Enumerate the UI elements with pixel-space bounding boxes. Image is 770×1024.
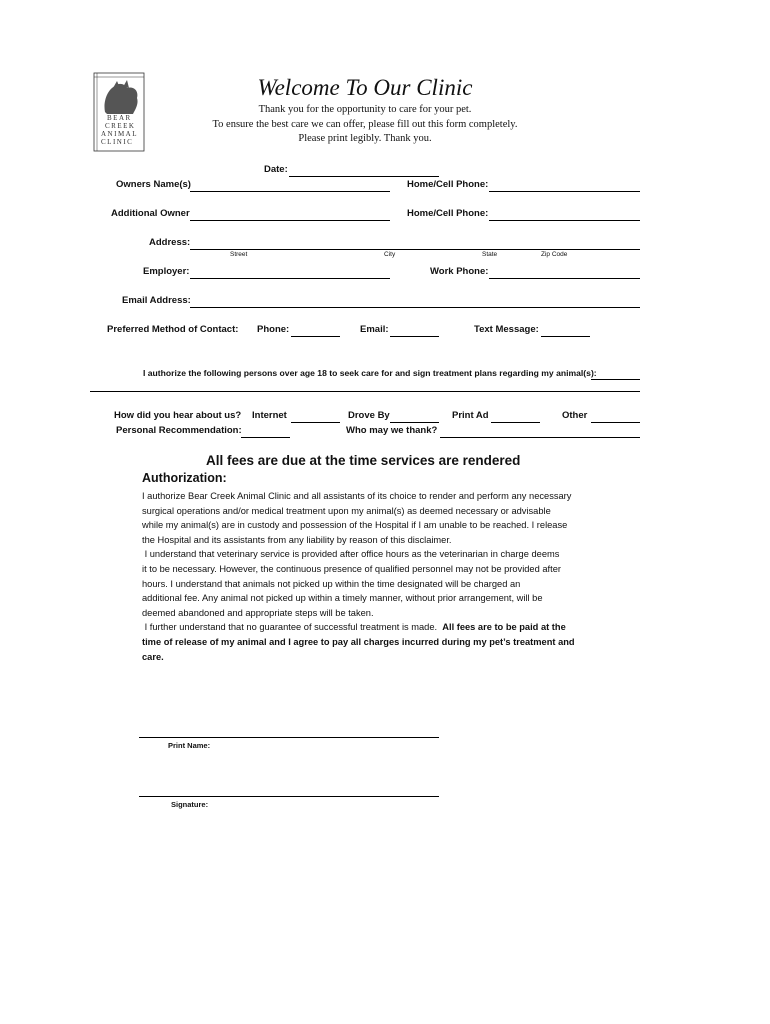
auth-line-3: while my animal(s) are in custody and possession of the Hospital if I am unable to be reached. I release	[142, 520, 568, 531]
print-ad-label: Print Ad	[452, 410, 489, 421]
employer-label: Employer:	[143, 266, 190, 277]
who-thank-field[interactable]	[440, 425, 640, 438]
authorization-body	[142, 489, 612, 664]
owners-name-label: Owners Name(s)	[116, 179, 191, 190]
contact-email-label: Email:	[360, 324, 389, 335]
auth-line-12: care.	[142, 651, 164, 662]
work-phone-label: Work Phone:	[430, 266, 489, 277]
print-ad-field[interactable]	[491, 410, 540, 423]
other-label: Other	[562, 410, 588, 421]
auth-line-7: hours. I understand that animals not picked up within the time designated will be charged an	[142, 578, 521, 589]
auth-line-4: the Hospital and its assistants from any liability by reason of this disclaimer.	[142, 534, 452, 545]
date-field[interactable]	[289, 164, 439, 177]
auth-line-10	[142, 620, 612, 635]
drove-by-label: Drove By	[348, 410, 390, 421]
fees-heading: All fees are due at the time services are rendered	[206, 453, 521, 468]
contact-text-label: Text Message:	[474, 324, 539, 335]
contact-email-field[interactable]	[390, 324, 439, 337]
preferred-contact-label: Preferred Method of Contact:	[107, 324, 239, 335]
intro-line-2: To ensure the best care we can offer, please fill out this form completely.	[212, 119, 518, 130]
logo-line-2: CREEK	[105, 122, 136, 130]
authorization-heading: Authorization:	[142, 471, 227, 485]
email-address-label: Email Address:	[122, 295, 191, 306]
zip-caption: Zip Code	[541, 251, 568, 258]
address-field[interactable]	[190, 237, 640, 250]
drove-by-field[interactable]	[390, 410, 439, 423]
who-thank-label: Who may we thank?	[346, 425, 438, 436]
date-label: Date:	[264, 164, 288, 175]
authorize-persons-field-2[interactable]	[90, 379, 640, 392]
email-address-field[interactable]	[190, 295, 640, 308]
home-cell-phone-label-2: Home/Cell Phone:	[407, 208, 489, 219]
page-title: Welcome To Our Clinic	[257, 75, 473, 100]
contact-phone-field[interactable]	[291, 324, 340, 337]
auth-line-8: additional fee. Any animal not picked up within a timely manner, without prior arrangement, will be	[142, 593, 543, 604]
city-caption: City	[384, 251, 396, 258]
additional-owner-label: Additional Owner	[111, 208, 190, 219]
print-name-label: Print Name:	[168, 741, 211, 750]
auth-line-9: deemed abandoned and appropriate steps will be taken.	[142, 607, 374, 618]
home-cell-phone-label-1: Home/Cell Phone:	[407, 179, 489, 190]
auth-line-11: time of release of my animal and I agree to pay all charges incurred during my pet’s treatment and	[142, 636, 575, 647]
street-caption: Street	[230, 251, 248, 258]
contact-text-field[interactable]	[541, 324, 590, 337]
auth-line-5: I understand that veterinary service is provided after office hours as the veterinarian in charge deems	[142, 549, 560, 560]
state-caption: State	[482, 251, 498, 258]
signature-line[interactable]	[139, 786, 439, 797]
auth-line-10-plain: I further understand that no guarantee of successful treatment is made.	[142, 622, 443, 633]
intro-line-3: Please print legibly. Thank you.	[298, 133, 432, 144]
work-phone-field[interactable]	[489, 266, 640, 279]
address-label: Address:	[149, 237, 191, 248]
auth-line-2: surgical operations and/or medical treatment upon my animal(s) as deemed necessary or advisable	[142, 505, 551, 516]
how-hear-label: How did you hear about us?	[114, 410, 242, 421]
auth-line-6: it to be necessary. However, the continuous presence of qualified personnel may not be provided after	[142, 563, 561, 574]
logo-line-4: CLINIC	[101, 138, 134, 146]
personal-recommendation-label: Personal Recommendation:	[116, 425, 242, 436]
employer-field[interactable]	[190, 266, 390, 279]
print-name-line[interactable]	[139, 727, 439, 738]
auth-line-1: I authorize Bear Creek Animal Clinic and all assistants of its choice to render and perform any necessary	[142, 491, 572, 501]
contact-phone-label: Phone:	[257, 324, 290, 335]
auth-line-10-bold: All fees are to be paid at the	[442, 622, 566, 633]
logo-line-1: BEAR	[107, 114, 132, 122]
internet-field[interactable]	[291, 410, 340, 423]
authorize-persons-label: I authorize the following persons over age 18 to seek care for and sign treatment plans regarding my animal(s):	[143, 368, 597, 378]
additional-owner-field[interactable]	[190, 208, 390, 221]
home-cell-phone-field-2[interactable]	[489, 208, 640, 221]
intro-line-1: Thank you for the opportunity to care for your pet.	[258, 104, 472, 115]
other-field[interactable]	[591, 410, 640, 423]
personal-recommendation-field[interactable]	[241, 425, 290, 438]
internet-label: Internet	[252, 410, 287, 421]
logo-line-3: ANIMAL	[101, 130, 138, 138]
signature-label: Signature:	[171, 800, 209, 809]
owners-name-field[interactable]	[190, 179, 390, 192]
home-cell-phone-field-1[interactable]	[489, 179, 640, 192]
